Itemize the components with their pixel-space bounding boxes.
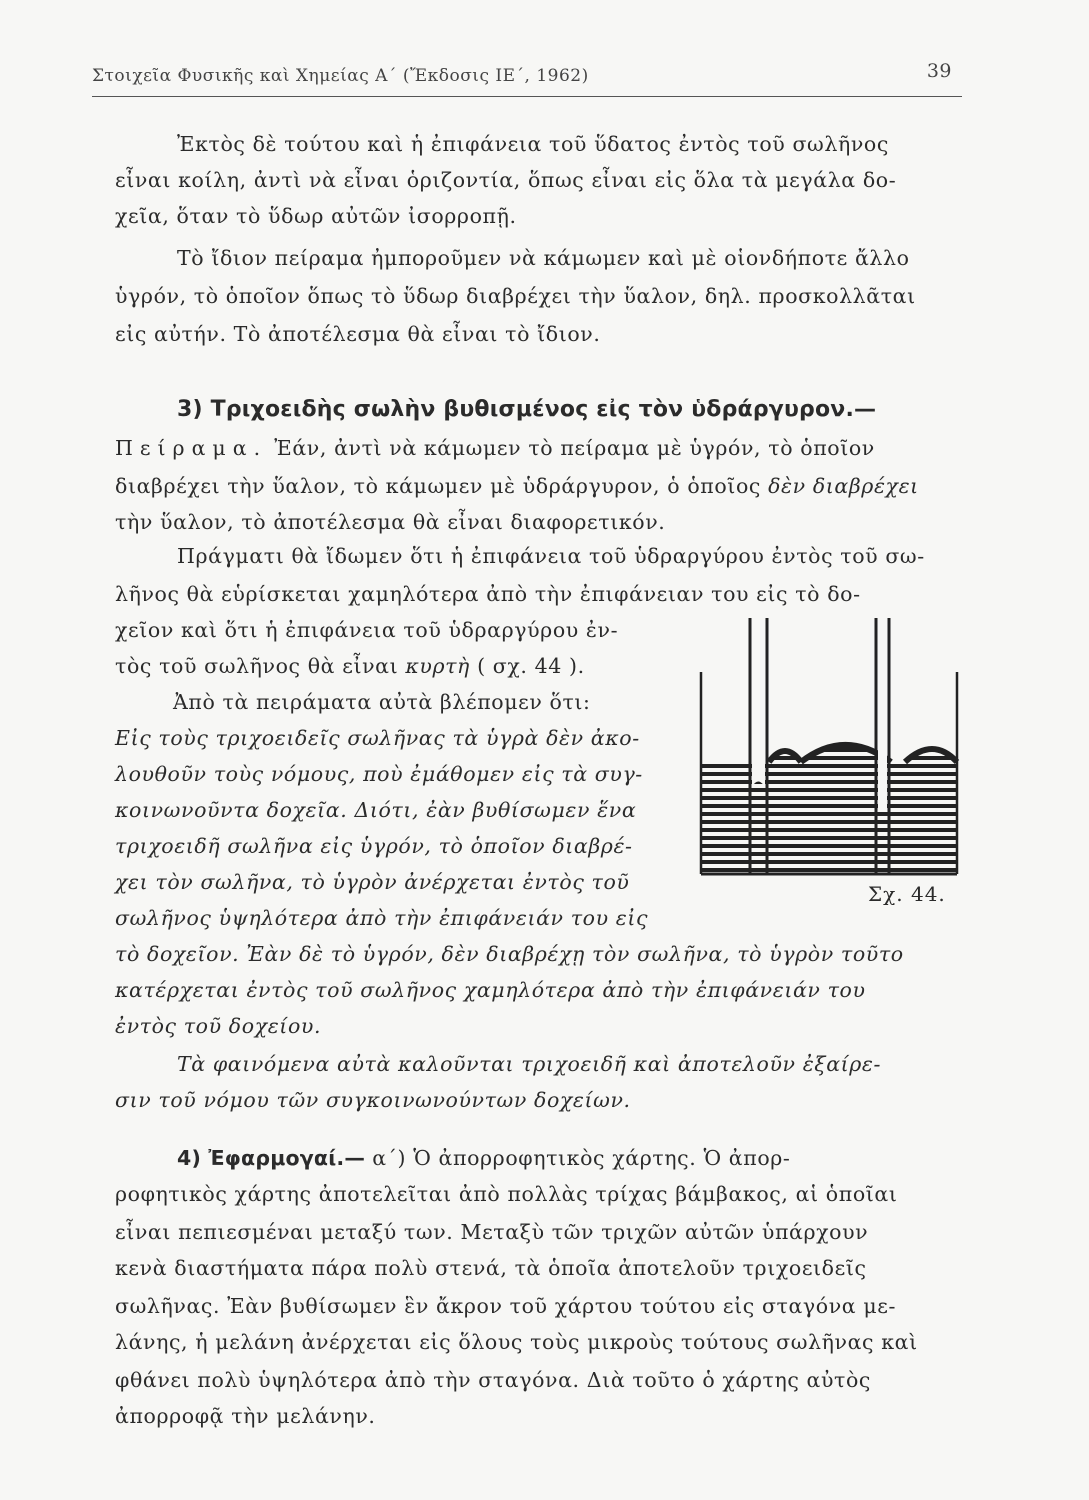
text-line: Τὸ ἴδιον πείραμα ἠμποροῦμεν νὰ κάμωμεν καὶ μὲ οἱονδήποτε ἄλλο: [177, 246, 910, 270]
mercury-in-wide-tube: [769, 751, 801, 874]
text-line: σωλῆνος ὑψηλότερα ἀπὸ τὴν ἐπιφάνειάν του εἰς: [115, 906, 649, 930]
section-heading-text: 3) Τριχοειδὴς σωλὴν βυθισμένος εἰς τὸν ὑδράργυρον.—: [177, 397, 877, 422]
text-line: Τὰ φαινόμενα αὐτὰ καλοῦνται τριχοειδῆ καὶ ἀποτελοῦν ἐξαίρε-: [177, 1052, 882, 1076]
text-line: τὴν ὕαλον, τὸ ἀποτέλεσμα θὰ εἶναι διαφορετικόν.: [115, 510, 666, 534]
experiment-label: Πείραμα.: [115, 436, 268, 460]
text-line: χεῖα, ὅταν τὸ ὕδωρ αὐτῶν ἰσορροπῇ.: [115, 204, 517, 228]
figure-caption: Σχ. 44.: [868, 882, 946, 906]
mercury-fill: [891, 760, 905, 874]
mercury-outer-left: [701, 760, 747, 874]
text-line: [115, 434, 965, 462]
running-header: [92, 62, 962, 97]
text-line: ἐντὸς τοῦ δοχείου.: [115, 1014, 322, 1038]
text-line: ὑγρόν, τὸ ὁποῖον ὅπως τὸ ὕδωρ διαβρέχει τὴν ὕαλον, δηλ. προσκολλᾶται: [115, 284, 916, 308]
text-line: λάνης, ἡ μελάνη ἀνέρχεται εἰς ὅλους τοὺς μικροὺς τούτους σωλῆνας καὶ: [115, 1330, 918, 1354]
text-line: λῆνος θὰ εὑρίσκεται χαμηλότερα ἀπὸ τὴν ἐπιφάνειαν του εἰς τὸ δο-: [115, 582, 861, 606]
text-span: διαβρέχει τὴν ὕαλον, τὸ κάμωμεν μὲ ὑδράργυρον, ὁ ὁποῖος: [115, 474, 769, 498]
text-line: κοινωνοῦντα δοχεῖα. Διότι, ἐὰν βυθίσωμεν ἕνα: [115, 798, 637, 822]
section-heading-3: [115, 396, 965, 424]
text-line: [115, 472, 965, 500]
text-line: τὸ δοχεῖον. Ἐὰν δὲ τὸ ὑγρόν, δὲν διαβρέχῃ τὸν σωλῆνα, τὸ ὑγρὸν τοῦτο: [115, 942, 904, 966]
text-line: εἶναι πεπιεσμέναι μεταξύ των. Μεταξὺ τῶν τριχῶν αὐτῶν ὑπάρχουν: [115, 1220, 869, 1244]
text-line: [115, 652, 685, 680]
section-heading-text: 4) Ἐφαρμογαί.—: [177, 1146, 366, 1170]
text-line: Εἰς τοὺς τριχοειδεῖς σωλῆνας τὰ ὑγρὰ δὲν ἀκο-: [115, 726, 640, 750]
mercury-inside-narrow-tube: [878, 808, 887, 874]
header-title: Στοιχεῖα Φυσικῆς καὶ Χημείας Α΄ (Ἔκδοσις ΙΕ΄, 1962): [92, 66, 589, 86]
text-line: ροφητικὸς χάρτης ἀποτελεῖται ἀπὸ πολλὰς τρίχας βάμβακος, αἱ ὁποῖαι: [115, 1182, 898, 1206]
text-span: α΄) Ὁ ἀπορροφητικὸς χάρτης. Ὁ ἀπορ-: [365, 1146, 791, 1170]
mercury-inside-wide-tube: [752, 782, 765, 875]
text-line: σιν τοῦ νόμου τῶν συγκοινωνούντων δοχείων.: [115, 1088, 631, 1112]
text-line: Ἐκτὸς δὲ τούτου καὶ ἡ ἐπιφάνεια τοῦ ὕδατος ἐντὸς τοῦ σωλῆνος: [177, 132, 889, 156]
emphasis-span: δὲν διαβρέχει: [768, 474, 919, 498]
text-line: κατέρχεται ἐντὸς τοῦ σωλῆνος χαμηλότερα ἀπὸ τὴν ἐπιφάνειάν του: [115, 978, 866, 1002]
capillary-tubes-illustration: [695, 612, 965, 882]
section-heading-4: [115, 1144, 965, 1172]
text-span: ( σχ. 44 ).: [469, 654, 585, 678]
text-line: λουθοῦν τοὺς νόμους, ποὺ ἐμάθομεν εἰς τὰ συγ-: [115, 762, 643, 786]
figure-capillary-mercury: [695, 612, 965, 912]
mercury-outer-right: [905, 749, 957, 874]
text-line: τριχοειδῆ σωλῆνα εἰς ὑγρόν, τὸ ὁποῖον διαβρέ-: [115, 834, 633, 858]
text-line: σωλῆνας. Ἐὰν βυθίσωμεν ἓν ἄκρον τοῦ χάρτου τούτου εἰς σταγόνα με-: [115, 1294, 897, 1318]
text-line: ἀπορροφᾷ τὴν μελάνην.: [115, 1404, 376, 1428]
text-line: χει τὸν σωλῆνα, τὸ ὑγρὸν ἀνέρχεται ἐντὸς τοῦ: [115, 870, 630, 894]
text-line: χεῖον καὶ ὅτι ἡ ἐπιφάνεια τοῦ ὑδραργύρου ἐν-: [115, 618, 619, 642]
text-line: εἰς αὐτήν. Τὸ ἀποτέλεσμα θὰ εἶναι τὸ ἴδιον.: [115, 322, 601, 346]
text-line: εἶναι κοίλη, ἀντὶ νὰ εἶναι ὁριζοντία, ὅπως εἶναι εἰς ὅλα τὰ μεγάλα δο-: [115, 168, 897, 192]
text-span: τὸς τοῦ σωλῆνος θὰ εἶναι: [115, 654, 406, 678]
text-line: κενὰ διαστήματα πάρα πολὺ στενά, τὰ ὁποῖα ἀποτελοῦν τριχοειδεῖς: [115, 1256, 867, 1280]
text-span: Ἐάν, ἀντὶ νὰ κάμωμεν τὸ πείραμα μὲ ὑγρόν, τὸ ὁποῖον: [274, 436, 875, 460]
page-number: 39: [926, 60, 952, 82]
text-line: φθάνει πολὺ ὑψηλότερα ἀπὸ τὴν σταγόνα. Διὰ τοῦτο ὁ χάρτης αὐτὸς: [115, 1368, 871, 1392]
emphasis-span: κυρτὴ: [405, 654, 470, 678]
text-line: Πράγματι θὰ ἴδωμεν ὅτι ἡ ἐπιφάνεια τοῦ ὑδραργύρου ἐντὸς τοῦ σω-: [177, 544, 925, 568]
text-line: Ἀπὸ τὰ πειράματα αὐτὰ βλέπομεν ὅτι:: [173, 690, 591, 714]
